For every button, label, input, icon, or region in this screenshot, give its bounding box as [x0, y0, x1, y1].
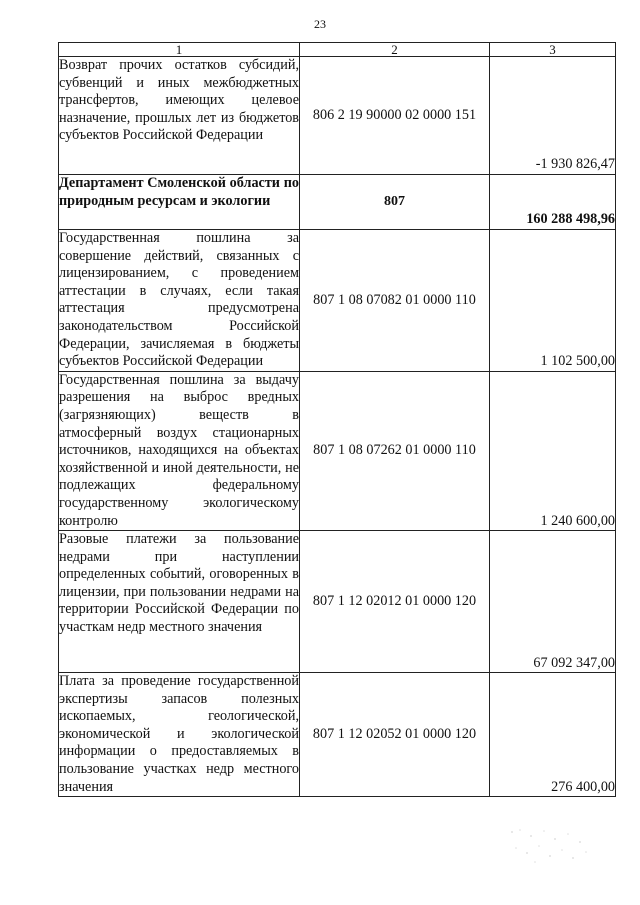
revenue-name: Возврат прочих остатков субсидий, субвенций и иных межбюджетных трансфертов, имеющих целевое назначение, прошлых лет из бюджетов субъектов Российской Федерации — [59, 57, 300, 175]
table-row — [59, 57, 616, 175]
revenue-amount: -1 930 826,47 — [490, 57, 616, 175]
revenue-name: Государственная пошлина за совершение действий, связанных с лицензированием, с проведением аттестации в случаях, если такая аттестация предусмотрена законодательством Российской Федерации, зачисляемая в бюджеты субъектов Российской Федерации — [59, 230, 300, 372]
table-row — [59, 230, 616, 372]
revenue-code: 807 1 08 07262 01 0000 110 — [300, 371, 490, 530]
table-header-row — [59, 43, 616, 57]
table-row-department — [59, 175, 616, 230]
department-name: Департамент Смоленской области по природным ресурсам и экологии — [59, 175, 300, 230]
revenue-amount: 1 240 600,00 — [490, 371, 616, 530]
revenue-code: 807 1 12 02012 01 0000 120 — [300, 531, 490, 673]
revenue-name: Плата за проведение государственной экспертизы запасов полезных ископаемых, геологической, экономической и экологической информации о предоставляемых в пользование участках недр местного значения — [59, 673, 300, 797]
page-number: 23 — [314, 17, 326, 31]
table-row — [59, 531, 616, 673]
column-header-2: 2 — [300, 43, 490, 57]
revenue-code: 806 2 19 90000 02 0000 151 — [300, 57, 490, 175]
revenue-name: Государственная пошлина за выдачу разрешения на выброс вредных (загрязняющих) веществ в атмосферный воздух стационарных источников, находящихся на объектах хозяйственной и иной деятельности, не подлежащих федеральному государственному экологическому контролю — [59, 371, 300, 530]
table-row — [59, 673, 616, 797]
revenue-code: 807 1 12 02052 01 0000 120 — [300, 673, 490, 797]
faint-stamp-mark — [500, 822, 600, 868]
column-header-1: 1 — [59, 43, 300, 57]
revenue-amount: 276 400,00 — [490, 673, 616, 797]
budget-revenue-table — [58, 42, 616, 797]
revenue-name: Разовые платежи за пользование недрами при наступлении определенных событий, оговоренных в лицензии, при пользовании недрами на территории Российской Федерации по участкам недр местного значения — [59, 531, 300, 673]
table-row — [59, 371, 616, 530]
department-code: 807 — [300, 175, 490, 230]
column-header-3: 3 — [490, 43, 616, 57]
revenue-amount: 67 092 347,00 — [490, 531, 616, 673]
department-amount: 160 288 498,96 — [490, 175, 616, 230]
revenue-code: 807 1 08 07082 01 0000 110 — [300, 230, 490, 372]
revenue-amount: 1 102 500,00 — [490, 230, 616, 372]
